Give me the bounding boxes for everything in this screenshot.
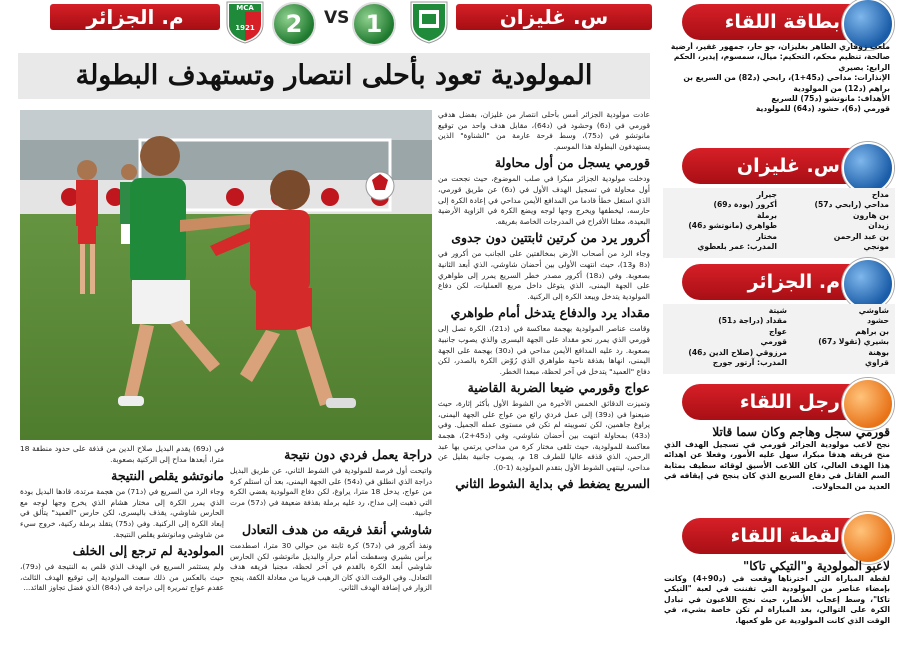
section-text: وقامت عناصر المولودية بهجمة معاكسة في (د21)، الكرة تصل إلى قورمي الذي يمرر نحو مقداد على الجهة اليسرى والذي يصوب جانبية بصعوبة. رد عليه المدافع الأيمن مداحي في (د30) بهجمة على الجهة اليمنى، انهاها بقذفة ناحية طواهري الذي رُوّض الكرة بالصدر، لكن دفاع "العميد" يتدخل في آخر لحظة، مبعدا الخطر.	[438, 324, 650, 376]
away-team-name: م. الجزائر	[86, 5, 184, 29]
away-score: 2	[272, 2, 316, 46]
motm-headline: قورمي سجل وهاجم وكان سما قاتلا	[712, 425, 890, 439]
article-column-3	[20, 444, 224, 646]
versus-label: VS	[324, 8, 350, 28]
rcr-crest-icon	[408, 0, 450, 44]
section-text: وجاء الرد من أصحاب الأرض بمخالفتين على الجانب من أكرور في (د8 و13)، حيث انتهت الأولى بين أحضان شاوشي، الذي أبعد الثانية بصعوبة. وفي (د18) أكرور مصدر خطر السريع يمرر إلى طواهري على الجهة اليمنى، الذي يتوغل داخل مربع العمليات، لكن دفاع المولودية يتدخل ويبعد الكرة إلى الركنية.	[438, 249, 650, 301]
home-team-banner	[456, 4, 652, 30]
moment-header: لقطة اللقاء	[682, 518, 882, 554]
section-text: ونفذ أكرور في (د57) كرة ثابتة من حوالي 30 مترا، اصطدمت برأس بشيري وسقطت أمام حرار والبديل مانوتشو، لكن الحارس شاوشي أبعد الكرة بالقدم في آخر لحظة، مجنبا فريقه هدف التعادل. وفي الوقت الذي كان الرهيب قريبا من معادلة الكفة، ينجح الزوار في إضافة الهدف الثاني.	[230, 540, 432, 593]
article-column-2	[230, 444, 432, 646]
section-title: شاوشي أنقذ فريقه من هدف التعادل	[241, 521, 432, 537]
football-player-icon	[842, 258, 894, 310]
section-title: مقداد يرد والدفاع يتدخل أمام طواهري	[450, 305, 650, 321]
mca-lineup-left: شيتة مقداد (دراجة د51) عواج قورمي مرزوقي (صلاح الدين د46) المدرب: آرتور جورج	[688, 306, 787, 368]
section-title: عواج وقورمي ضيعا الضربة القاضية	[467, 380, 650, 396]
page-headline: المولودية تعود بأحلى انتصار وتستهدف البطولة	[18, 53, 650, 99]
article-intro: عادت مولودية الجزائر أمس بأحلى انتصار من غليزان، بفضل هدفي قورمي في (د6) وحشود في (د64)، مقابل هدف واحد من توقيع مانوتشو في (د75)، وسط فرحة عارمة من "الشناوة" الذين يستهدفون البطولة هذا الموسم.	[438, 110, 650, 151]
section-text: ودخلت مولودية الجزائر مبكرا في صلب الموضوع، حيث نجحت من أول محاولة في تسجيل الهدف الأول في (د6) عن طريق قورمي، الذي استغل خطأ قادما من المدافع الأيمن مداحي في إعادة الكرة إلى حارسه، ليخطفها ويخرج وجها لوجه ويضع الكرة في الزاوية الأرضية البعيدة، معلنا الأفراح في المدرجات الخاصة بفريقه.	[438, 174, 650, 226]
section-text: واتيحت أول فرصة للمولودية في الشوط الثاني، عن طريق البديل دراجة الذي انطلق في (د54) على الجهة اليمنى، بعد أن استلم كرة من عواج، يدخل 18 مترا، يراوغ، لكن دفاع المولودية يقضي الكرة التي ذهبت إلى مداح، رد عليه برملة بقذفة ضعيفة في (د57) مرت جانبية.	[230, 466, 432, 518]
rcr-lineup-header: س. غليزان	[682, 148, 882, 184]
moment-text: لقطة المباراة التي اخترناها وقعت في (د90+4) وكانت بإمضاء عناصر من المولودية التي تفننت في لعبة "التيكي تاكا"، وسط إعجاب الأنصار، حيث نجح اللاعبون في تبادل الكرة على التوالي، بعد المباراة لم تكن خاصة بشيء، في الوقت الذي كانت المولودية عن طو كعبها.	[664, 574, 890, 625]
home-team-name: س. غليزان	[499, 5, 609, 29]
soccer-player-icon	[842, 378, 894, 430]
section-title: دراجة يعمل فردي دون نتيجة	[284, 447, 432, 462]
moment-headline: لاعبو المولودية و"التيكي تاكا"	[743, 559, 890, 573]
crest-text: MCA	[236, 4, 254, 12]
section-title: السريع يضغط في بداية الشوط الثاني	[455, 476, 650, 492]
article-column-1	[438, 110, 650, 646]
section-text: ولم يستثمر السريع في الهدف الذي قلص به النتيجة في (د79)، حيث بالعكس من ذلك سعت المولودية إلى توقيع الهدف الثالث، عقدم عواج تمريرة إلى دراجة في (د84) الذي فضل تجاوز القائد...	[20, 562, 224, 593]
section-text: في (د69) يقدم البديل صلاح الدين من قذفة على حدود منطقة 18 مترا، أبعدها مداح إلى الركنية بصعوبة.	[20, 444, 224, 464]
home-score: 1	[352, 2, 396, 46]
match-card-text: ملعب زوقاري الطاهر بغليزان، جو حار، جمهور غفير، أرضية صالحة، تنظيم محكم، التحكيم: ميال، سمسوم، إيدير، الحكم الرابع: بصيري الإنذارات: مداحي (د45+1)، رابحي (د82) من السريع بن براهم (د12) من المولودية الأهداف: مانوتشو (د75) للسريع قورمي (د6)، حشود (د64) للمولودية	[670, 42, 890, 114]
moment-block	[664, 558, 890, 646]
mca-lineup-header: م. الجزائر	[682, 264, 882, 300]
mca-lineup-box	[663, 304, 895, 374]
soccer-player-icon	[842, 512, 894, 564]
section-title: المولودية لم ترجع إلى الخلف	[72, 543, 224, 559]
rcr-lineup-box	[663, 188, 895, 258]
motm-block	[664, 424, 890, 514]
crest-year: 1921	[235, 24, 255, 32]
match-card-header: بطاقة اللقاء	[682, 4, 882, 40]
motm-header: رجل اللقاء	[682, 384, 882, 420]
match-photo	[20, 110, 432, 440]
mca-lineup-right: شاوشي حشود بن براهم بشيري (تقولا د67) بوهنة قراوي	[818, 306, 889, 368]
section-title: مانوتشو يقلص النتيجة	[111, 468, 224, 484]
motm-text: نجح لاعب مولودية الجزائر قورمي في تسجيل الهدف الذي منح فريقه هدفا مبكرا، سهل عليه الأمور، وفعلا عن اهدائه هذا الهدف الغالي، كان اللاعب الأسيق لوقائه سطيف بمثابة السم القاتل في دفاع السريع الذي كان ينجح في إيقافه في العديد من المحاولات.	[664, 440, 890, 491]
section-text: وجاء الرد من السريع في (د71) من هجمة مرتدة، قادها البديل بودة الذي يمرر الكرة إلى مختار هشام الذي يخرج وجها لوجه مع الحارس شاوشي، يقذف باليسرى، لكن حارس "العميد" يتألق في إبعاد الكرة إلى الركنية. وفي (د75) يتقلد برملة ركنية، خروج سيء من شاوشي ومانوتشو يقلص النتيجة.	[20, 487, 224, 539]
section-title: قورمي يسجل من أول محاولة	[494, 155, 650, 171]
rcr-lineup-right: مداح مداحي (رابحي د57) بن هارون زيدان بن عبد الرحمن مونجي	[814, 190, 889, 252]
away-team-banner	[50, 4, 220, 30]
section-text: وتميزت الدقائق الخمس الأخيرة من الشوط الأول بأكثر إثارة، حيث ضيعنوا في (د39) إلى عمل فردي رائع من عواج على الجهة اليمنى، يراوغ جاهمين، لكن تصويبته لم تكن في مستوى عمله الجميل. وفي (د43) بمحاولة انتهت بين أحضان شاوشي، وفي (د45+2)، هجمة معاكسة للمولودية، حيث تلقى مختار كرة من مداحي يرتمي بها عبد الرحمن، الذي قذفه عاليا للطرف 18 م، يصوب جانبية بقليل عن مداحي، لينتهي الشوط الأول بتقدم المولودية (1-0).	[438, 399, 650, 472]
section-title: أكرور يرد من كرتين ثابتتين دون جدوى	[451, 230, 650, 246]
rcr-lineup-left: جيرار أكرور (بودة د69) برملة طواهري (مانوتشو د46) مختار المدرب: عمر بلعطوي	[688, 190, 777, 252]
football-player-icon	[842, 142, 894, 194]
mca-crest-icon	[224, 0, 266, 44]
